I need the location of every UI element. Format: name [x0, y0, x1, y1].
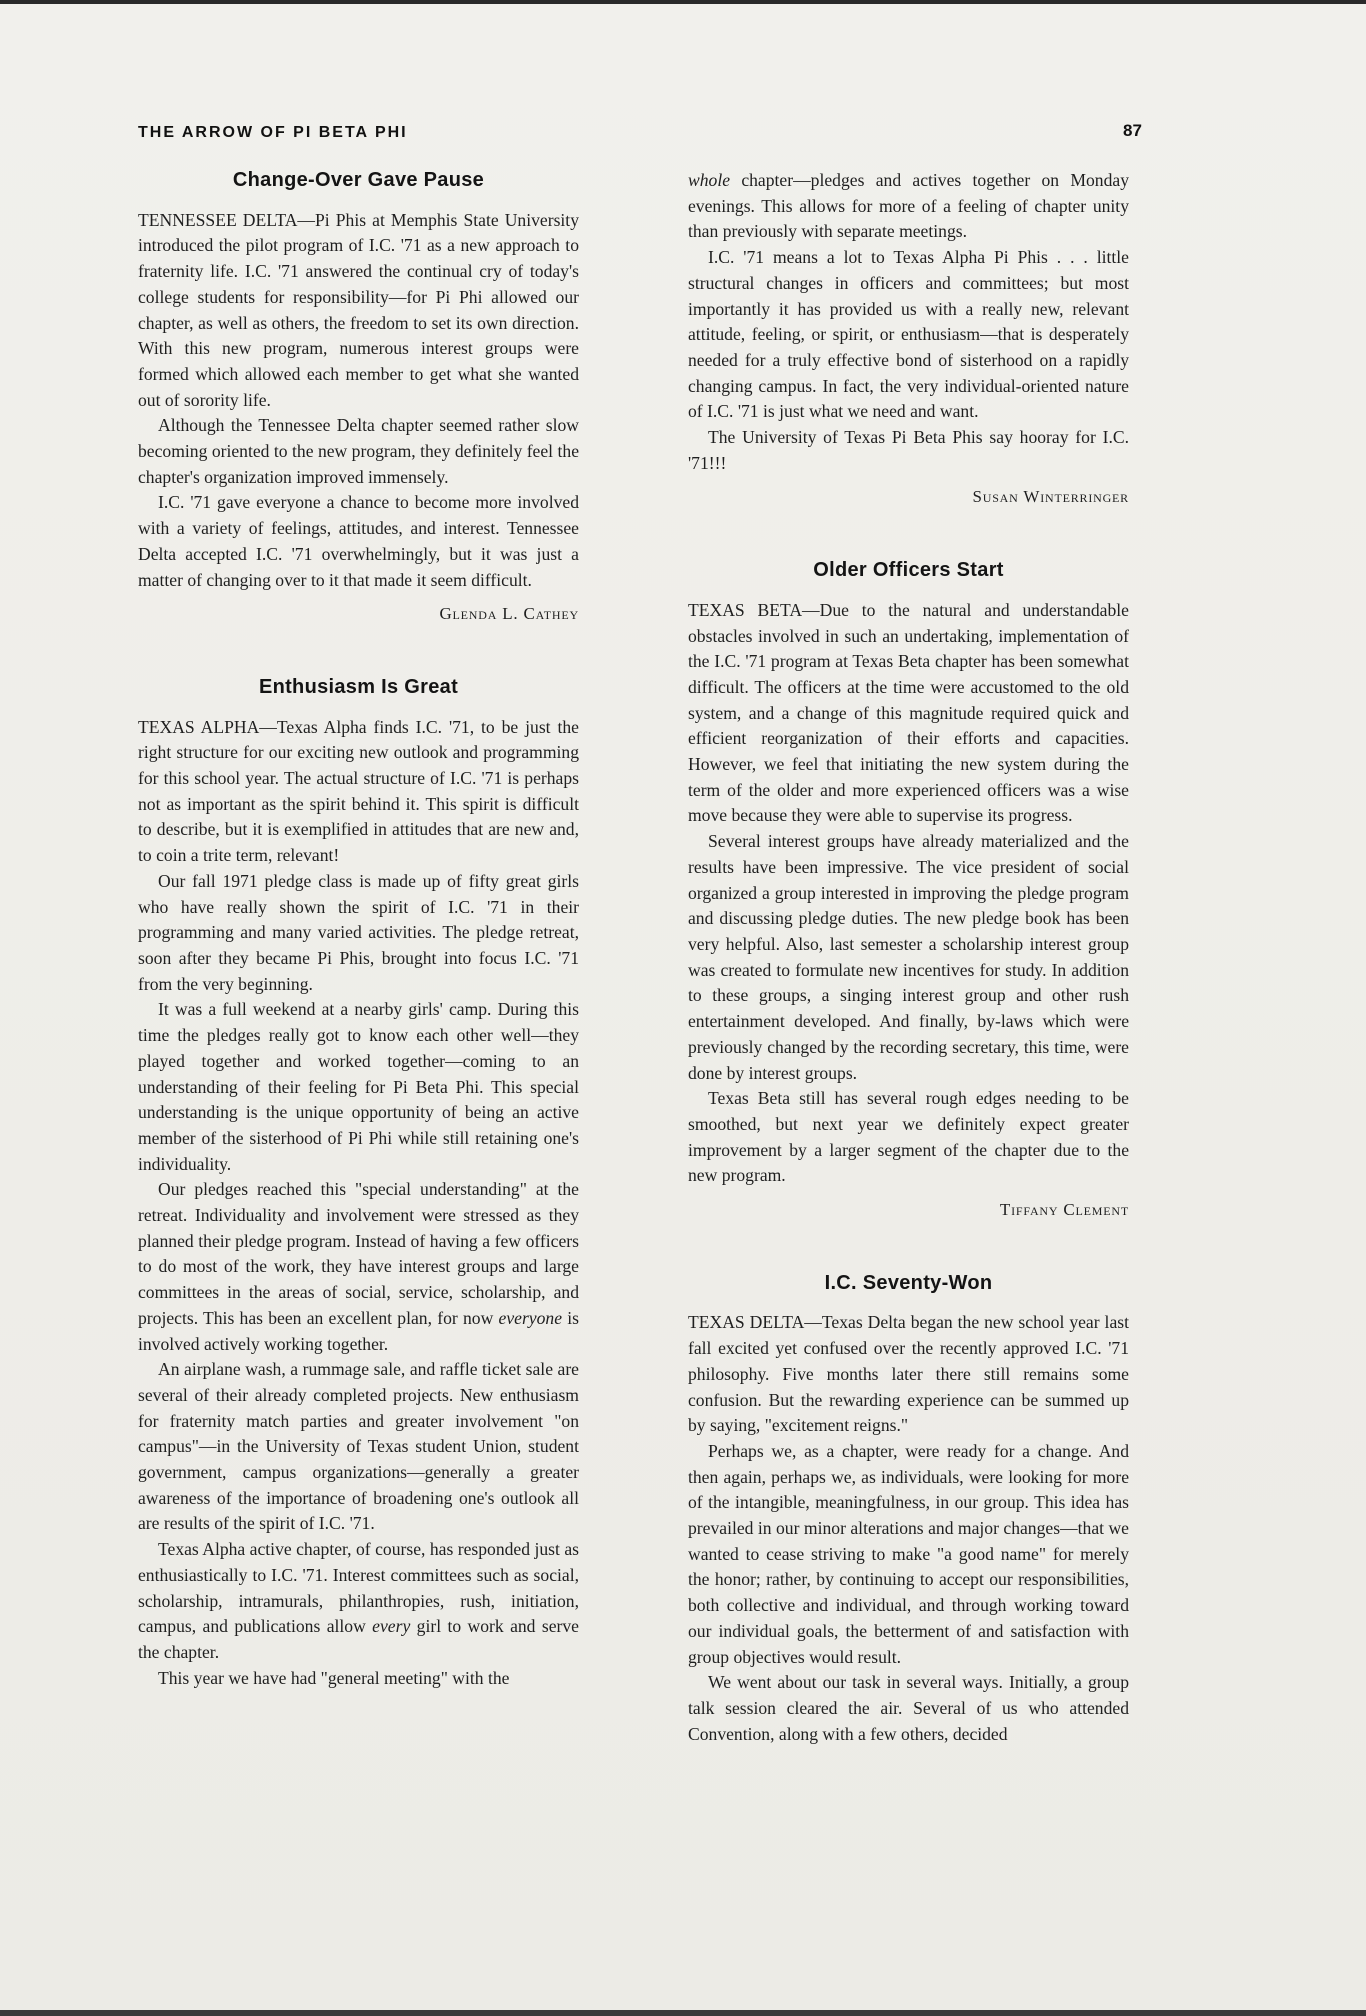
top-rule — [0, 0, 1366, 4]
author-signature: Tiffany Clement — [999, 1200, 1129, 1220]
paragraph: The University of Texas Pi Beta Phis say hooray for I.C. '71!!! — [688, 427, 1129, 473]
paragraph: TEXAS BETA—Due to the natural and understandable obstacles involved in such an undertaking, implementation of the I.C. '71 program at Texas Beta chapter has been somewhat difficult. The officers at the time were accustomed to the old system, and a change of this magnitude required quick and efficient reorganization of their efforts and capacities. However, we feel that initiating the new system during the term of the older and more experienced officers was a wise move because they were able to supervise its progress. — [688, 599, 1129, 826]
paragraph: Our fall 1971 pledge class is made up of fifty great girls who have really shown the spirit of I.C. '71 in their programming and many varied activities. The pledge retreat, soon after they became Pi Phis, brought into focus I.C. '71 from the very beginning. — [138, 870, 579, 994]
paragraph: It was a full weekend at a nearby girls' camp. During this time the pledges really got to know each other well—they played together and worked together—coming to an understanding of their feeling for Pi Beta Phi. This special understanding is the unique opportunity of being an active member of the sisterhood of Pi Phi while still retaining one's individuality. — [138, 999, 579, 1174]
paragraph: Our pledges reached this "special understanding" at the retreat. Individuality and involvement were stressed as they planned their pledge program. Instead of having a few officers to do most of the work, they have interest groups and large committees in the areas of social, service, scholarship, and projects. This has been an excellent plan, for now everyone is involved actively working together. — [138, 1179, 579, 1354]
article-texas-beta — [688, 558, 1129, 1223]
paragraph: Perhaps we, as a chapter, were ready for a change. And then again, perhaps we, as individuals, were looking for more of the intangible, meaningfulness, in our group. This idea has prevailed in our minor alterations and major changes—that we wanted to cease striving to make "a good name" for merely the honor; rather, by continuing to accept our responsibilities, both collective and individual, and through working toward our individual goals, the betterment of and satisfaction with group objectives would result. — [688, 1440, 1129, 1667]
author-signature: Glenda L. Cathey — [439, 604, 579, 624]
paragraph: This year we have had "general meeting" with the — [158, 1667, 510, 1688]
article-texas-delta — [688, 1271, 1129, 1748]
paragraph: TENNESSEE DELTA—Pi Phis at Memphis State University introduced the pilot program of I.C. '71 as a new approach to fraternity life. I.C. '71 answered the continual cry of today's college students for responsibility—for Pi Phi allowed our chapter, as well as others, the freedom to set its own direction. With this new program, numerous interest groups were formed which allowed each member to get what she wanted out of sorority life. — [138, 209, 579, 410]
article-texas-alpha — [138, 675, 579, 1691]
paragraph: We went about our task in several ways. Initially, a group talk session cleared the air. Several of us who attended Convention, along with a few others, decided — [688, 1672, 1129, 1744]
page-number: 87 — [1123, 121, 1142, 140]
paragraph: Texas Alpha active chapter, of course, has responded just as enthusiastically to I.C. '71. Interest committees such as social, scholarship, intramurals, philanthropies, rush, initiation, campus, and publications allow every girl to work and serve the chapter. — [138, 1539, 579, 1662]
article-texas-alpha-continued — [688, 168, 1129, 510]
paragraph: Although the Tennessee Delta chapter seemed rather slow becoming oriented to the new program, they definitely feel the chapter's organization improved immensely. — [138, 415, 579, 487]
article-heading: Change-Over Gave Pause — [232, 169, 485, 191]
paragraph: TEXAS DELTA—Texas Delta began the new school year last fall excited yet confused over the recently approved I.C. '71 philosophy. Five months later there still remains some confusion. But the rewarding experience can be summed up by saying, "excitement reigns." — [688, 1312, 1129, 1436]
article-heading: Enthusiasm Is Great — [258, 675, 459, 698]
article-tennessee-delta — [138, 168, 579, 627]
paragraph: Several interest groups have already materialized and the results have been impressive. The vice president of social organized a group interested in improving the pledge program and discussing pledge duties. The new pledge book has been very helpful. Also, last semester a scholarship interest group was created to formulate new incentives for study. In addition to these groups, a singing interest group and other rush entertainment developed. And finally, by-laws which were previously changed by the recording secretary, this time, were done by interest groups. — [688, 831, 1129, 1083]
paragraph: TEXAS ALPHA—Texas Alpha finds I.C. '71, to be just the right structure for our exciting new outlook and programming for this school year. The actual structure of I.C. '71 is perhaps not as important as the spirit behind it. This spirit is difficult to describe, but it is exemplified in attitudes that are new and, to coin a trite term, relevant! — [138, 716, 579, 866]
paragraph: Texas Beta still has several rough edges needing to be smoothed, but next year we definitely expect greater improvement by a larger segment of the chapter due to the new program. — [688, 1088, 1129, 1186]
right-column — [688, 168, 1129, 1795]
left-column — [138, 168, 579, 1739]
article-heading: I.C. Seventy-Won — [824, 1271, 993, 1294]
article-heading: Older Officers Start — [813, 559, 1004, 582]
paragraph: I.C. '71 gave everyone a chance to become more involved with a variety of feelings, attitudes, and interest. Tennessee Delta accepted I.C. '71 overwhelmingly, but it was just a matter of changing over to it that made it seem difficult. — [138, 492, 579, 590]
paragraph: whole chapter—pledges and actives together on Monday evenings. This allows for more of a feeling of chapter unity than previously with separate meetings. — [688, 170, 1129, 242]
bottom-rule — [0, 2010, 1366, 2016]
running-head: THE ARROW OF PI BETA PHI — [138, 124, 408, 141]
paragraph: I.C. '71 means a lot to Texas Alpha Pi Phis . . . little structural changes in officers and committees; but most importantly it has provided us with a really new, relevant attitude, feeling, or spirit, or enthusiasm—that is desperately needed for a truly effective bond of sisterhood on a rapidly changing campus. In fact, the very individual-oriented nature of I.C. '71 is just what we need and want. — [688, 247, 1129, 422]
author-signature: Susan Winterringer — [972, 487, 1129, 507]
paragraph: An airplane wash, a rummage sale, and raffle ticket sale are several of their already completed projects. New enthusiasm for fraternity match parties and greater involvement "on campus"—in the University of Texas student Union, student government, campus organizations—generally a greater awareness of the importance of broadening one's outlook all are results of the spirit of I.C. '71. — [138, 1359, 579, 1534]
